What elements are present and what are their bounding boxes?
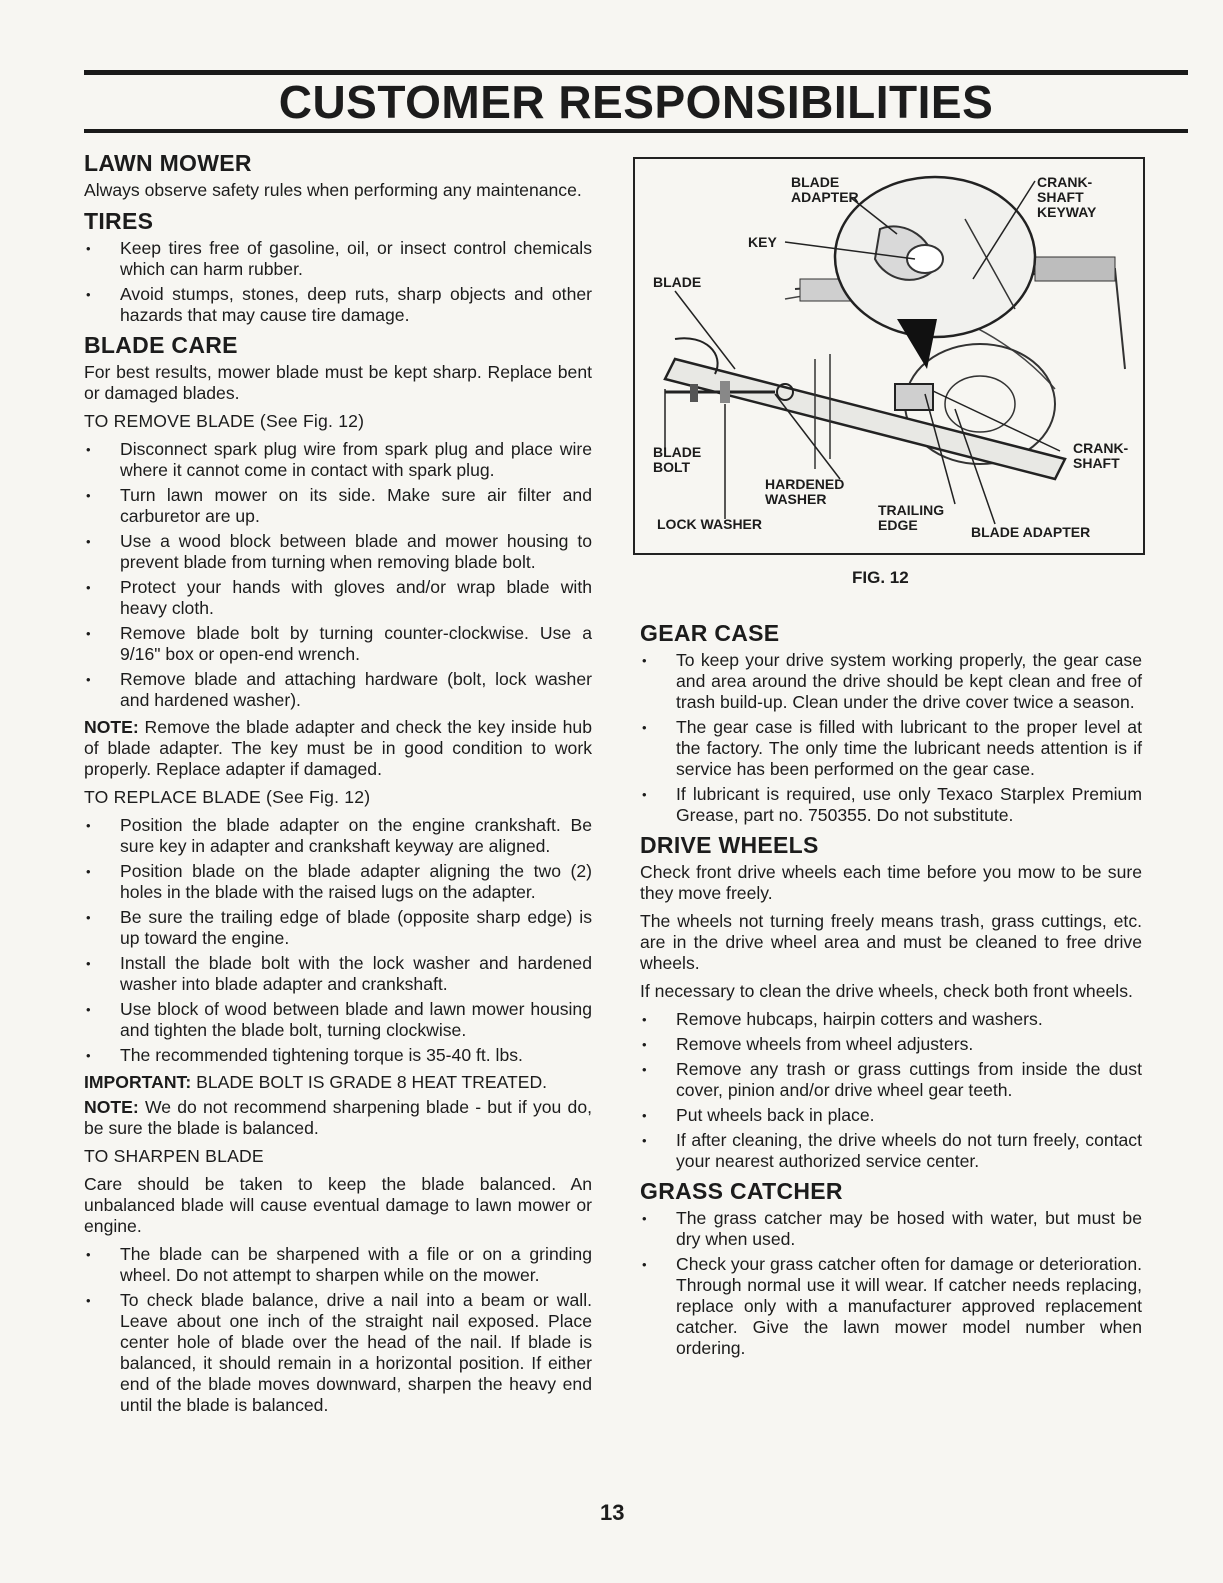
label-blade: BLADE <box>653 274 702 290</box>
note-sharpening <box>84 1097 592 1139</box>
label-lock-washer: LOCK WASHER <box>657 516 762 532</box>
label-hardened-washer: HARDENED WASHER <box>765 476 845 507</box>
list-item: • The recommended tightening torque is 35-40 ft. lbs. <box>84 1045 592 1066</box>
sharpen-blade-heading: TO SHARPEN BLADE <box>84 1146 264 1166</box>
note-text: Remove the blade adapter and check the key inside hub of blade adapter. The key must be in good condition to work properly. Replace adapter if damaged. <box>84 717 592 779</box>
blade-care-heading: BLADE CARE <box>84 332 238 358</box>
replace-blade-list <box>84 815 592 1066</box>
note-adapter-check <box>84 717 592 780</box>
list-item: • If lubricant is required, use only Texaco Starplex Premium Grease, part no. 750355. Do not substitute. <box>640 784 1142 826</box>
sharpen-intro: Care should be taken to keep the blade balanced. An unbalanced blade will cause eventual damage to lawn mower or engine. <box>84 1174 592 1236</box>
gear-case-list <box>640 650 1142 826</box>
drive-wheels-p2: The wheels not turning freely means trash, grass cuttings, etc. are in the drive wheel area and must be cleaned to free drive wheels. <box>640 911 1142 973</box>
blade-care-intro: For best results, mower blade must be kept sharp. Replace bent or damaged blades. <box>84 362 592 403</box>
list-item: • The grass catcher may be hosed with water, but must be dry when used. <box>640 1208 1142 1250</box>
label-blade-bolt: BLADE BOLT <box>653 444 702 475</box>
list-item: • Avoid stumps, stones, deep ruts, sharp objects and other hazards that may cause tire damage. <box>84 284 592 326</box>
list-item: • The blade can be sharpened with a file or on a grinding wheel. Do not attempt to sharpen while on the mower. <box>84 1244 592 1286</box>
list-item: • Remove any trash or grass cuttings from inside the dust cover, pinion and/or drive wheel gear teeth. <box>640 1059 1142 1101</box>
list-item: • Be sure the trailing edge of blade (opposite sharp edge) is up toward the engine. <box>84 907 592 949</box>
grass-catcher-list <box>640 1208 1142 1359</box>
important-text: BLADE BOLT IS GRADE 8 HEAT TREATED. <box>196 1072 548 1092</box>
list-item: • Position the blade adapter on the engine crankshaft. Be sure key in adapter and crankshaft keyway are aligned. <box>84 815 592 857</box>
title-underline-rule <box>84 129 1188 133</box>
label-blade-adapter-bottom: BLADE ADAPTER <box>971 524 1091 540</box>
remove-blade-list <box>84 439 592 711</box>
note-label: NOTE: <box>84 1097 139 1117</box>
list-item: • Use block of wood between blade and lawn mower housing and tighten the blade bolt, turning clockwise. <box>84 999 592 1041</box>
list-item: • To keep your drive system working properly, the gear case and area around the drive should be kept clean and free of trash build-up. Clean under the drive cover twice a season. <box>640 650 1142 713</box>
gear-case-heading: GEAR CASE <box>640 620 780 646</box>
list-item: • Remove blade and attaching hardware (bolt, lock washer and hardened washer). <box>84 669 592 711</box>
label-blade-adapter-top: BLADE ADAPTER <box>791 174 859 205</box>
list-item: • Remove blade bolt by turning counter-clockwise. Use a 9/16" box or open-end wrench. <box>84 623 592 665</box>
list-item: • Put wheels back in place. <box>640 1105 1142 1126</box>
grass-catcher-heading: GRASS CATCHER <box>640 1178 843 1204</box>
label-crankshaft: CRANK- SHAFT <box>1073 440 1129 471</box>
list-item: • Install the blade bolt with the lock washer and hardened washer into blade adapter and crankshaft. <box>84 953 592 995</box>
important-bolt-grade <box>84 1072 592 1093</box>
page-title: CUSTOMER RESPONSIBILITIES <box>278 76 994 128</box>
sharpen-list <box>84 1244 592 1416</box>
right-column <box>640 616 1142 1365</box>
list-item: • Position blade on the blade adapter aligning the two (2) holes in the blade with the raised lugs on the adapter. <box>84 861 592 903</box>
label-key: KEY <box>748 234 777 250</box>
figure-caption: FIG. 12 <box>852 568 909 587</box>
list-item: • To check blade balance, drive a nail into a beam or wall. Leave about one inch of the straight nail exposed. Place center hole of blade over the head of the nail. If blade is balanced, it should remain in a horizontal position. If either end of the blade moves downward, sharpen the heavy end until the blade is balanced. <box>84 1290 592 1416</box>
list-item: • Check your grass catcher often for damage or deterioration. Through normal use it will wear. If catcher needs replacing, replace only with a manufacturer approved replacement catcher. Give the lawn mower model number when ordering. <box>640 1254 1142 1359</box>
list-item: • Disconnect spark plug wire from spark plug and place wire where it cannot come in contact with spark plug. <box>84 439 592 481</box>
list-item: • Turn lawn mower on its side. Make sure air filter and carburetor are up. <box>84 485 592 527</box>
note-label: NOTE: <box>84 717 139 737</box>
lawn-mower-heading: LAWN MOWER <box>84 150 252 176</box>
important-label: IMPORTANT: <box>84 1072 192 1092</box>
lawn-mower-intro: Always observe safety rules when performing any maintenance. <box>84 180 582 200</box>
list-item: • Keep tires free of gasoline, oil, or insect control chemicals which can harm rubber. <box>84 238 592 280</box>
drive-wheels-heading: DRIVE WHEELS <box>640 832 819 858</box>
label-trailing-edge: TRAILING EDGE <box>878 502 945 533</box>
drive-wheels-list <box>640 1009 1142 1172</box>
replace-blade-heading: TO REPLACE BLADE (See Fig. 12) <box>84 787 371 807</box>
list-item: • Remove wheels from wheel adjusters. <box>640 1034 1142 1055</box>
list-item: • If after cleaning, the drive wheels do not turn freely, contact your nearest authorized service center. <box>640 1130 1142 1172</box>
drive-wheels-p3: If necessary to clean the drive wheels, check both front wheels. <box>640 981 1133 1001</box>
list-item: • Use a wood block between blade and mower housing to prevent blade from turning when removing blade bolt. <box>84 531 592 573</box>
note-text: We do not recommend sharpening blade - but if you do, be sure the blade is balanced. <box>84 1097 592 1138</box>
drive-wheels-p1: Check front drive wheels each time before you mow to be sure they move freely. <box>640 862 1142 903</box>
list-item: • The gear case is filled with lubricant to the proper level at the factory. The only time the lubricant needs attention is if service has been performed on the gear case. <box>640 717 1142 780</box>
label-crankshaft-keyway: CRANK- SHAFT KEYWAY <box>1037 174 1097 220</box>
list-item: • Remove hubcaps, hairpin cotters and washers. <box>640 1009 1142 1030</box>
page-number: 13 <box>600 1500 625 1525</box>
list-item: • Protect your hands with gloves and/or wrap blade with heavy cloth. <box>84 577 592 619</box>
left-column <box>84 146 592 1422</box>
tires-list <box>84 238 592 326</box>
remove-blade-heading: TO REMOVE BLADE (See Fig. 12) <box>84 411 365 431</box>
tires-heading: TIRES <box>84 208 154 234</box>
figure-12-blade-assembly <box>633 157 1145 555</box>
